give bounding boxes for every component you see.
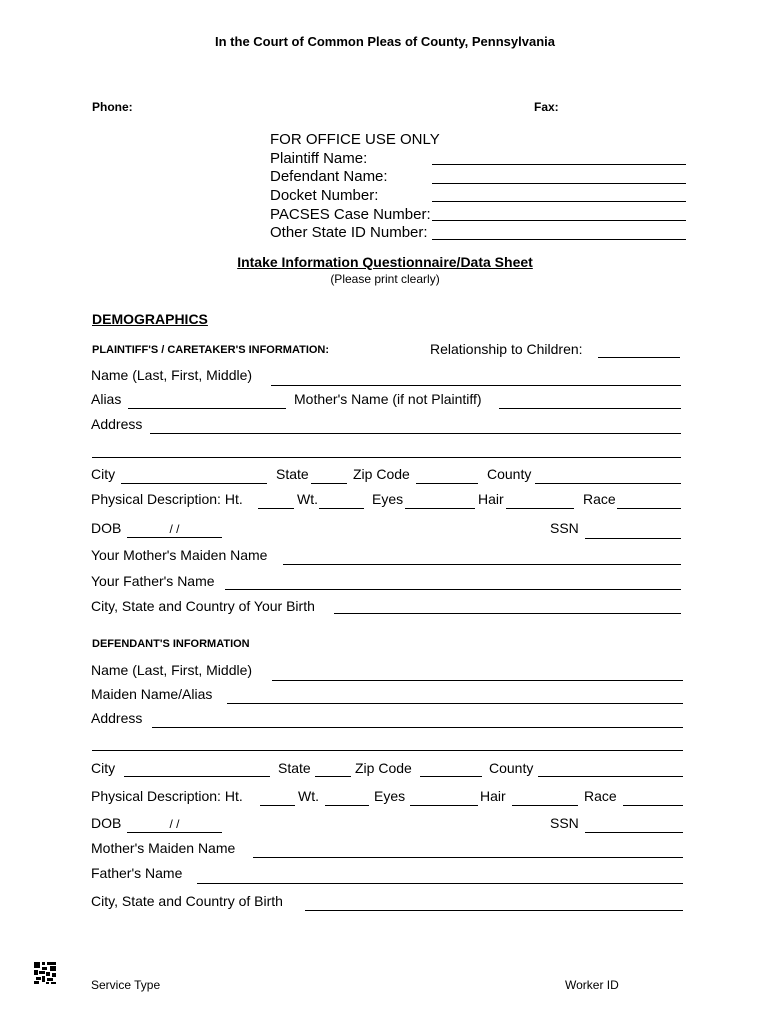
plaintiff-mother-maiden-label: Your Mother's Maiden Name: [91, 547, 268, 563]
defendant-name-label: Name (Last, First, Middle): [91, 662, 253, 678]
defendant-city-field[interactable]: [124, 776, 270, 777]
defendant-hair-field[interactable]: [512, 805, 578, 806]
office-plaintiff-label: Plaintiff Name:: [270, 150, 368, 167]
plaintiff-zip-label: Zip Code: [353, 466, 410, 482]
defendant-county-field[interactable]: [538, 776, 683, 777]
defendant-address-field-2[interactable]: [92, 750, 683, 751]
plaintiff-state-label: State: [276, 466, 309, 482]
plaintiff-weight-label: Wt.: [297, 491, 318, 507]
office-other-id-label: Other State ID Number:: [270, 224, 428, 241]
defendant-county-label: County: [489, 760, 534, 776]
defendant-ssn-field[interactable]: [585, 832, 683, 833]
plaintiff-race-label: Race: [583, 491, 616, 507]
plaintiff-name-field[interactable]: [271, 385, 681, 386]
defendant-state-label: State: [278, 760, 311, 776]
defendant-address-label: Address: [91, 710, 143, 726]
plaintiff-weight-field[interactable]: [319, 508, 364, 509]
defendant-birthplace-field[interactable]: [305, 910, 683, 911]
office-pacses-field[interactable]: [432, 220, 686, 221]
plaintiff-father-name-field[interactable]: [225, 589, 681, 590]
service-type-label: Service Type: [91, 978, 161, 992]
plaintiff-city-field[interactable]: [121, 483, 267, 484]
defendant-mother-maiden-label: Mother's Maiden Name: [91, 840, 236, 856]
defendant-father-name-field[interactable]: [197, 883, 683, 884]
plaintiff-height-field[interactable]: [258, 508, 294, 509]
fax-label: Fax:: [534, 100, 559, 114]
worker-id-label: Worker ID: [565, 978, 619, 992]
plaintiff-mother-name-field[interactable]: [499, 408, 681, 409]
defendant-father-name-label: Father's Name: [91, 865, 183, 881]
plaintiff-ssn-label: SSN: [550, 520, 579, 536]
plaintiff-dob-field[interactable]: / /: [127, 521, 222, 538]
defendant-physical-label: Physical Description: Ht.: [91, 788, 243, 804]
plaintiff-county-field[interactable]: [535, 483, 681, 484]
plaintiff-address-label: Address: [91, 416, 143, 432]
defendant-dob-field[interactable]: / /: [127, 816, 222, 833]
defendant-ssn-label: SSN: [550, 815, 579, 831]
defendant-address-field[interactable]: [152, 727, 683, 728]
plaintiff-mother-name-label: Mother's Name (if not Plaintiff): [294, 391, 482, 407]
office-plaintiff-field[interactable]: [432, 164, 686, 165]
plaintiff-alias-label: Alias: [91, 391, 122, 407]
defendant-eyes-field[interactable]: [410, 805, 478, 806]
defendant-weight-label: Wt.: [298, 788, 319, 804]
defendant-height-field[interactable]: [260, 805, 295, 806]
relationship-label: Relationship to Children:: [430, 341, 583, 357]
plaintiff-mother-maiden-field[interactable]: [283, 564, 681, 565]
plaintiff-ssn-field[interactable]: [585, 538, 681, 539]
plaintiff-city-label: City: [91, 466, 116, 482]
defendant-maiden-field[interactable]: [227, 703, 683, 704]
plaintiff-eyes-label: Eyes: [372, 491, 404, 507]
defendant-race-field[interactable]: [623, 805, 683, 806]
defendant-heading: DEFENDANT'S INFORMATION: [92, 638, 250, 650]
plaintiff-address-field[interactable]: [150, 433, 681, 434]
defendant-eyes-label: Eyes: [374, 788, 406, 804]
defendant-weight-field[interactable]: [325, 805, 369, 806]
plaintiff-county-label: County: [487, 466, 532, 482]
relationship-field[interactable]: [598, 357, 680, 358]
defendant-zip-label: Zip Code: [355, 760, 412, 776]
plaintiff-state-field[interactable]: [311, 483, 347, 484]
plaintiff-race-field[interactable]: [617, 508, 681, 509]
office-other-id-field[interactable]: [432, 239, 686, 240]
defendant-birthplace-label: City, State and Country of Birth: [91, 893, 283, 909]
office-pacses-label: PACSES Case Number:: [270, 206, 431, 223]
defendant-name-field[interactable]: [272, 680, 683, 681]
plaintiff-hair-field[interactable]: [506, 508, 574, 509]
defendant-mother-maiden-field[interactable]: [253, 857, 683, 858]
plaintiff-dob-label: DOB: [91, 520, 122, 536]
office-defendant-label: Defendant Name:: [270, 168, 388, 185]
phone-label: Phone:: [92, 100, 133, 114]
barcode-icon: [34, 962, 56, 984]
form-title: Intake Information Questionnaire/Data Sheet: [237, 254, 533, 270]
plaintiff-name-label: Name (Last, First, Middle): [91, 367, 253, 383]
plaintiff-alias-field[interactable]: [128, 408, 286, 409]
plaintiff-zip-field[interactable]: [416, 483, 478, 484]
office-defendant-field[interactable]: [432, 183, 686, 184]
office-docket-field[interactable]: [432, 201, 686, 202]
demographics-heading: DEMOGRAPHICS: [92, 311, 208, 327]
defendant-zip-field[interactable]: [420, 776, 482, 777]
plaintiff-heading: PLAINTIFF'S / CARETAKER'S INFORMATION:: [92, 344, 330, 356]
court-title: In the Court of Common Pleas of County, Pennsylvania: [215, 34, 555, 49]
plaintiff-father-name-label: Your Father's Name: [91, 573, 215, 589]
plaintiff-hair-label: Hair: [478, 491, 504, 507]
office-docket-label: Docket Number:: [270, 187, 379, 204]
plaintiff-eyes-field[interactable]: [405, 508, 475, 509]
office-use-heading: FOR OFFICE USE ONLY: [270, 131, 440, 148]
form-subtitle: (Please print clearly): [330, 272, 440, 286]
defendant-race-label: Race: [584, 788, 617, 804]
plaintiff-birthplace-field[interactable]: [334, 613, 681, 614]
defendant-city-label: City: [91, 760, 116, 776]
defendant-state-field[interactable]: [315, 776, 351, 777]
plaintiff-address-field-2[interactable]: [92, 457, 681, 458]
plaintiff-birthplace-label: City, State and Country of Your Birth: [91, 598, 315, 614]
plaintiff-physical-label: Physical Description: Ht.: [91, 491, 243, 507]
defendant-dob-label: DOB: [91, 815, 122, 831]
defendant-maiden-label: Maiden Name/Alias: [91, 686, 213, 702]
defendant-hair-label: Hair: [480, 788, 506, 804]
